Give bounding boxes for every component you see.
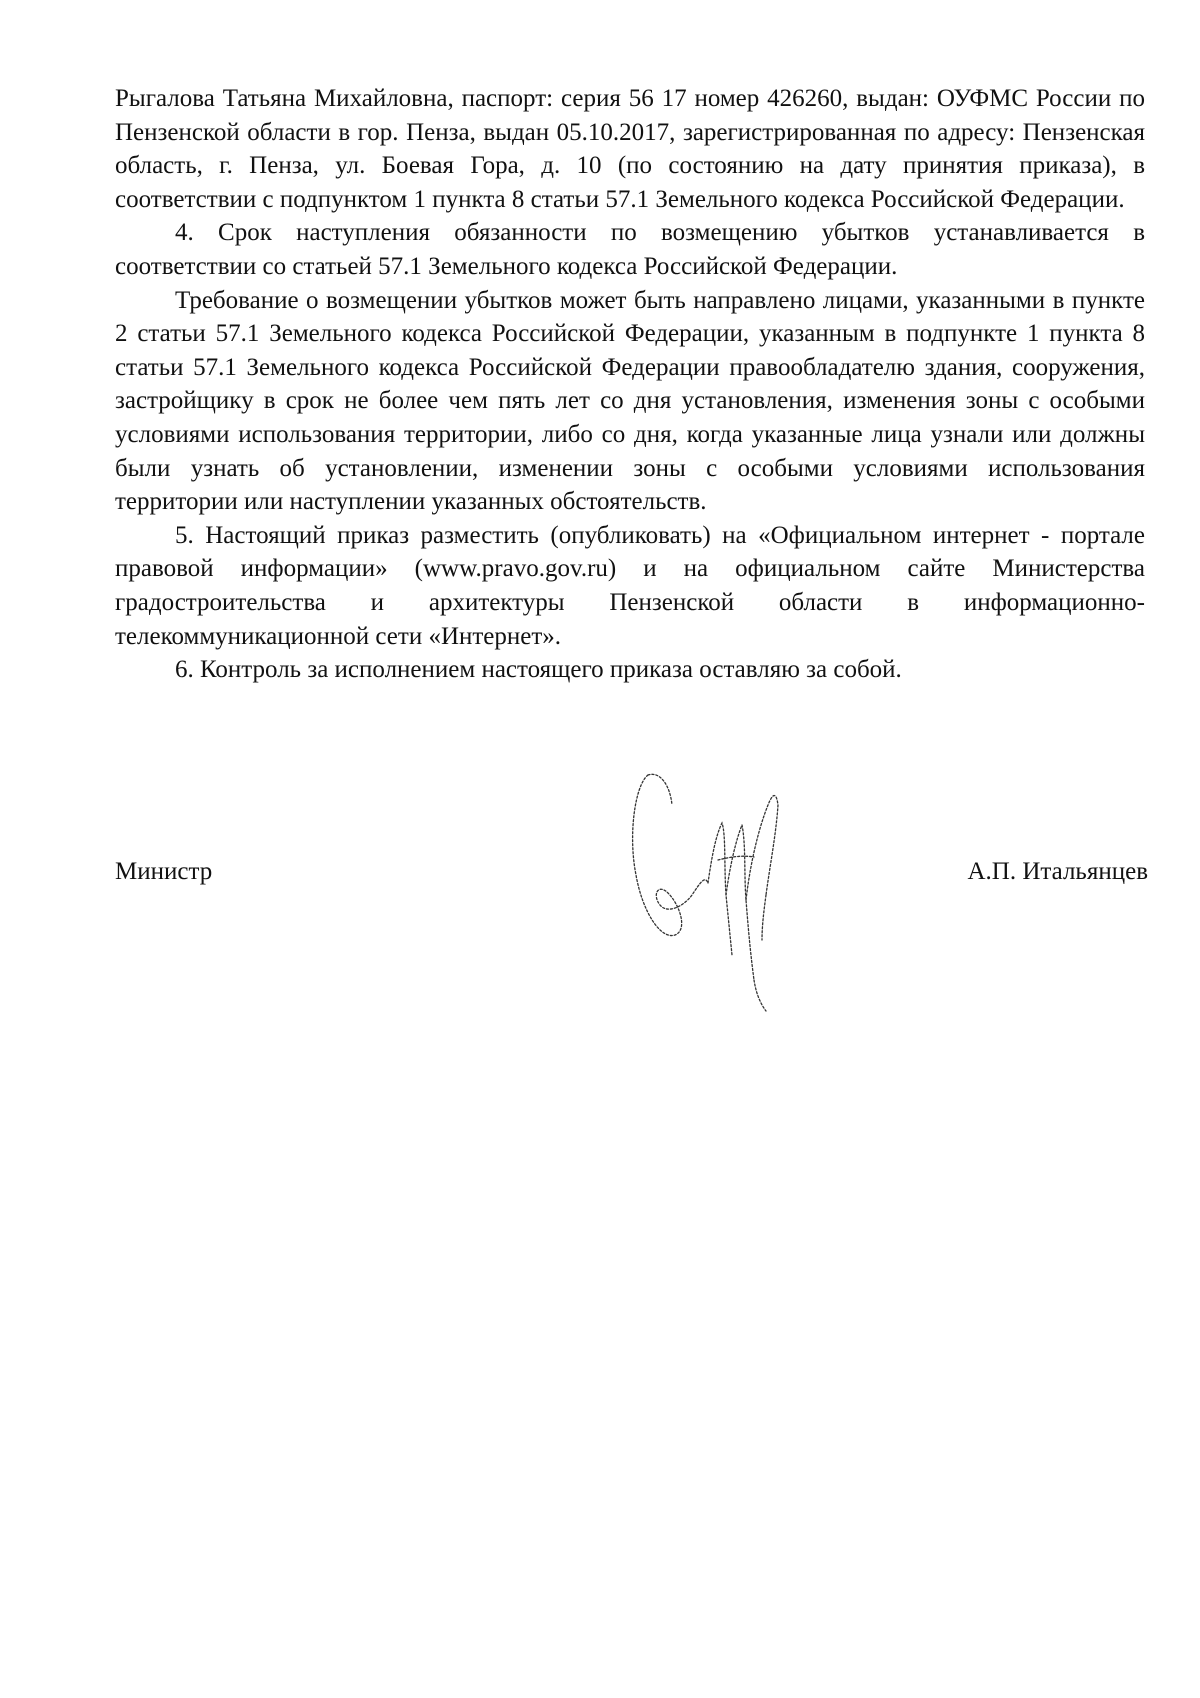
document-body bbox=[115, 82, 1145, 687]
paragraph-item-5: 5. Настоящий приказ разместить (опубликовать) на «Официальном интернет - портале правовой информации» (www.pravo.gov.ru) и на официальном сайте Министерства градостроительства и архитектуры Пензенской области в информационно-телекоммуникационной сети «Интернет». bbox=[115, 521, 1145, 650]
signer-position: Министр bbox=[115, 858, 213, 885]
signer-name: А.П. Итальянцев bbox=[967, 858, 1148, 885]
paragraph-item-6: 6. Контроль за исполнением настоящего приказа оставляю за собой. bbox=[175, 656, 902, 684]
paragraph-passport-details: Рыгалова Татьяна Михайловна, паспорт: серия 56 17 номер 426260, выдан: ОУФМС России по Пензенской области в гор. Пенза, выдан 05.10.2017, зарегистрированная по адресу: Пензенская область, г. Пенза, ул. Боевая Гора, д. 10 (по состоянию на дату принятия приказа), в соответствии с подпунктом 1 пункта 8 статьи 57.1 Земельного кодекса Российской Федерации. bbox=[115, 85, 1145, 213]
paragraph-item-4: 4. Срок наступления обязанности по возмещению убытков устанавливается в соответствии со статьей 57.1 Земельного кодекса Российской Федерации. bbox=[115, 219, 1145, 280]
handwritten-signature bbox=[630, 765, 800, 1015]
paragraph-compensation-claim: Требование о возмещении убытков может быть направлено лицами, указанными в пункте 2 статьи 57.1 Земельного кодекса Российской Федерации, указанным в подпункте 1 пункта 8 статьи 57.1 Земельного кодекса Российской Федерации правообладателю здания, сооружения, застройщику в срок не более чем пять лет со дня установления, изменения зоны с особыми условиями использования территории, либо со дня, когда указанные лица узнали или должны были узнать об установлении, изменении зоны с особыми условиями использования территории или наступлении указанных обстоятельств. bbox=[115, 286, 1145, 516]
